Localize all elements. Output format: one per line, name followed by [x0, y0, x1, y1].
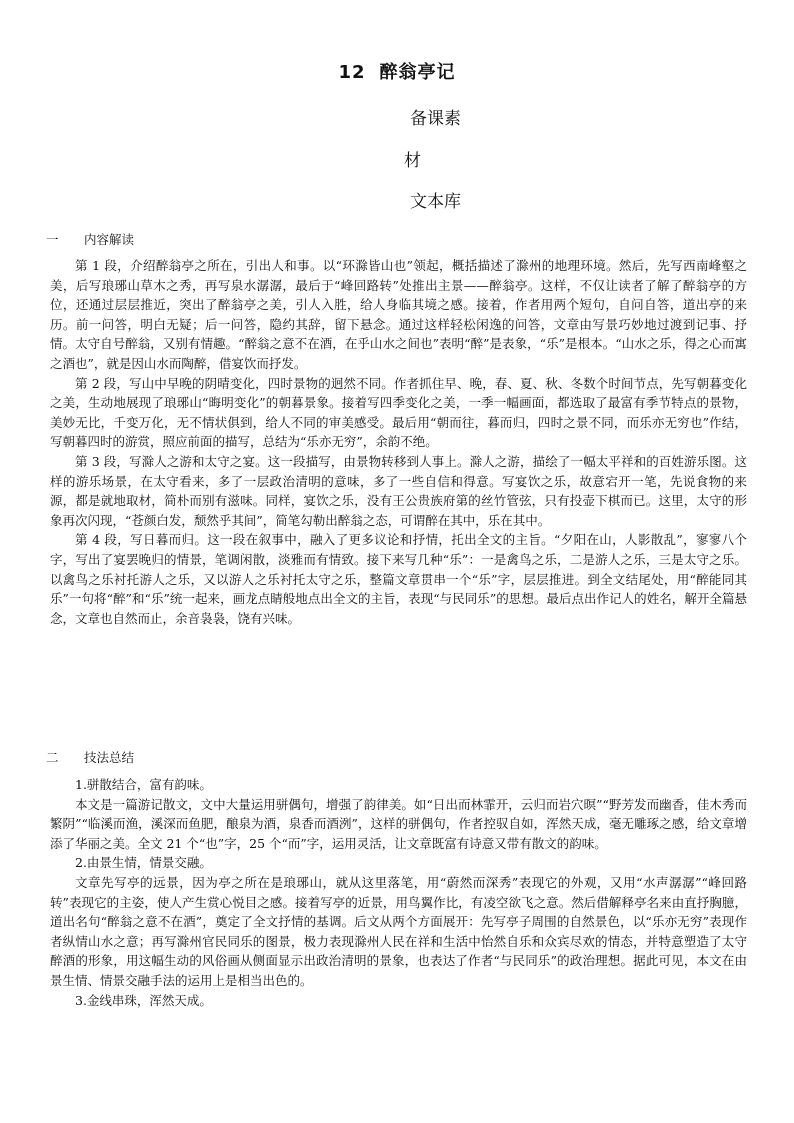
paragraph: 文章先写亭的远景，因为亭之所在是琅琊山，就从这里落笔，用“蔚然而深秀”表现它的外观，又用“水声潺潺”“峰回路转”表现它的主姿，使人产生赏心悦目之感。接着写亭的近景，用鸟翼作比，有凌空欲飞之意。然后借解释亭名来由直抒胸臆，道出名句“醉翁之意不在酒”，奠定了全文抒情的基调。后文从两个方面展开：先写亭子周围的自然景色，以“乐亦无穷”表现作者纵情山水之意；再写滁州官民同乐的图景，极力表现滁州人民在祥和生活中怡然自乐和众宾尽欢的情态，并特意塑造了太守醉酒的形象，用这幅生动的风俗画从侧面显示出政治清明的景象，也表达了作者“与民同乐”的政治理想。据此可见，本文在由景生情、情景交融手法的运用上是相当出色的。: [50, 874, 747, 988]
section-heading-content: [46, 230, 134, 248]
paragraph: 第 3 段，写滁人之游和太守之宴。这一段描写，由景物转移到人事上。滁人之游，描绘了一幅太平祥和的百姓游乐图。这样的游乐场景，在太守看来，多了一层政治清明的意味，多了一些自信和得意。写宴饮之乐，故意宕开一笔，先说食物的来源，都是就地取材，简朴而别有滋味。同样，宴饮之乐，没有王公贵族府第的丝竹管弦，只有投壶下棋而已。这里，太守的形象再次闪现，“苍颜白发，颓然乎其间”，简笔勾勒出醉翁之态，可谓醉在其中，乐在其中。: [50, 453, 747, 528]
paragraph: 第 1 段，介绍醉翁亭之所在，引出人和事。以“环滁皆山也”领起，概括描述了滁州的地理环境。然后，先写西南峰壑之美，后写琅琊山草木之秀，再写泉水潺潺，最后于“峰回路转”处推出主景——醉翁亭。这样，不仅让读者了解了醉翁亭的方位，还通过层层推近，突出了醉翁亭之美，引人入胜，给人身临其境之感。接着，作者用两个短句，自问自答，道出亭的来历。前一问答，明白无疑；后一问答，隐约其辞，留下悬念。通过这样轻松闲逸的问答，文章由写景巧妙地过渡到记事、抒情。太守自号醉翁，又别有情趣。“醉翁之意不在酒，在乎山水之间也”表明“醉”是表象，“乐”是根本。“山水之乐，得之心而寓之酒也”，就是因山水而陶醉，借宴饮而抒发。: [50, 258, 747, 371]
subheading: 1.骈散结合，富有韵味。: [75, 777, 212, 792]
subtitle-line-3: 文本库: [410, 192, 461, 212]
section-heading-text: 技法总结: [84, 750, 135, 765]
paragraph: 本文是一篇游记散文，文中大量运用骈偶句，增强了韵律美。如“日出而林霏开，云归而岩穴暝”“野芳发而幽香，佳木秀而繁阴”“临溪而渔，溪深而鱼肥，酿泉为酒，泉香而酒洌”，这样的骈偶句，作者控驭自如，浑然天成，毫无雕琢之感，给文章增添了华丽之美。全文 21 个“也”字，25 个“而”字，运用灵活，让文章既富有诗意又带有散文的韵味。: [50, 796, 747, 851]
section-number: 二: [46, 750, 59, 765]
paragraph: 第 4 段，写日暮而归。这一段在叙事中，融入了更多议论和抒情，托出全文的主旨。“夕阳在山，人影散乱”，寥寥八个字，写出了宴罢晚归的情景，笔调闲散，淡雅而有情致。接下来写几种“乐”：一是禽鸟之乐，二是游人之乐，三是太守之乐。以禽鸟之乐衬托游人之乐，又以游人之乐衬托太守之乐，整篇文章贯串一个“乐”字，层层推进。到全文结尾处，用“醉能同其乐”一句将“醉”和“乐”统一起来，画龙点睛般地点出全文的主旨，表现“与民同乐”的思想。最后点出作记人的姓名，解开全篇悬念，文章也自然而止，余音袅袅，饶有兴味。: [50, 532, 747, 626]
subheading: 2.由景生情，情景交融。: [75, 855, 212, 871]
paragraph: 第 2 段，写山中早晚的阴晴变化，四时景物的迥然不同。作者抓住早、晚，春、夏、秋、冬数个时间节点，先写朝暮变化之美，生动地展现了琅琊山“晦明变化”的朝暮景象。接着写四季变化之美，一季一幅画面，都选取了最富有季节特点的景物，美妙无比，千变万化，无不情状俱到，给人不同的审美感受。最后用“朝而往，暮而归，四时之景不同，而乐亦无穷也”作结，写朝暮四时的游赏，照应前面的描写，总结为“乐亦无穷”，余韵不绝。: [50, 375, 747, 450]
section-number: 一: [46, 232, 59, 247]
subtitle-line-2: 材: [404, 151, 421, 171]
section-heading-technique: [46, 748, 134, 766]
section-heading-text: 内容解读: [84, 232, 135, 247]
lesson-title-text: 醉翁亭记: [379, 62, 456, 83]
section-body-technique: [50, 775, 747, 1010]
subtitle-line-1: 备课素: [410, 109, 461, 129]
lesson-title: [0, 58, 794, 84]
subheading: 3.金线串珠，浑然天成。: [75, 992, 212, 1008]
section-body-content: [50, 256, 747, 628]
lesson-number: 12: [338, 62, 366, 83]
